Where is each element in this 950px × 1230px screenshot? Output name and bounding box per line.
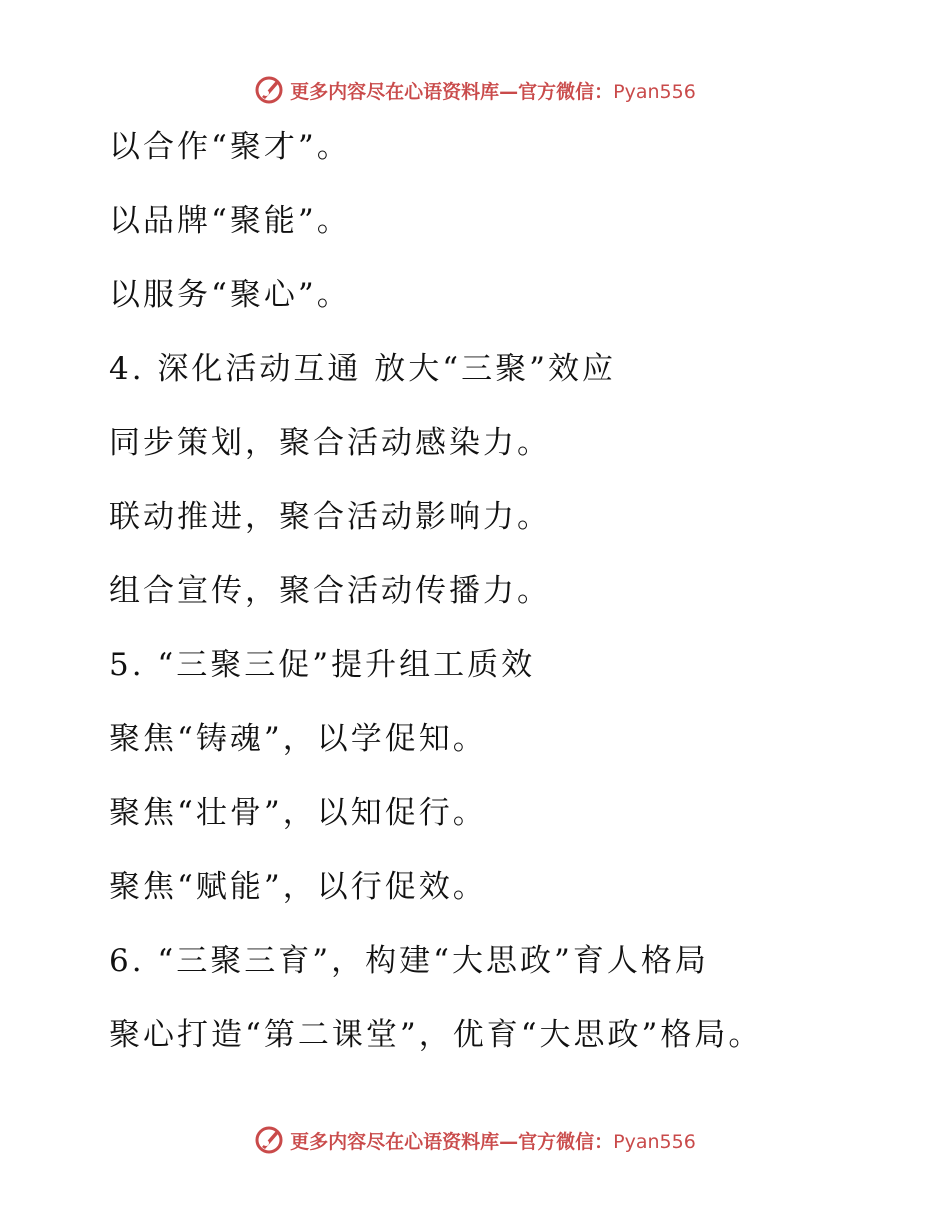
text-line: 以服务“聚心”。 xyxy=(109,277,351,313)
footer-banner-wechat: Pyan556 xyxy=(613,1130,696,1153)
text-line: 聚焦“赋能”，以行促效。 xyxy=(109,869,487,905)
text-line: 联动推进，聚合活动影响力。 xyxy=(109,499,551,535)
header-banner xyxy=(0,70,950,110)
text-line: 以合作“聚才”。 xyxy=(109,129,351,165)
header-banner-text xyxy=(290,77,696,104)
text-line: 聚心打造“第二课堂”，优育“大思政”格局。 xyxy=(109,1017,763,1053)
footer-banner-label: 更多内容尽在心语资料库—官方微信： xyxy=(290,1130,614,1153)
footer-banner-text xyxy=(290,1127,696,1154)
footer-banner xyxy=(0,1120,950,1160)
text-line: 组合宣传，聚合活动传播力。 xyxy=(109,573,551,609)
text-line: 同步策划，聚合活动感染力。 xyxy=(109,425,551,461)
section-heading: 5. “三聚三促”提升组工质效 xyxy=(109,647,536,683)
text-line: 聚焦“壮骨”，以知促行。 xyxy=(109,795,487,831)
section-heading: 4. 深化活动互通 放大“三聚”效应 xyxy=(109,351,616,387)
text-line: 以品牌“聚能”。 xyxy=(109,203,351,239)
quill-logo-icon xyxy=(254,1125,284,1155)
text-line: 聚焦“铸魂”，以学促知。 xyxy=(109,721,487,757)
header-banner-label: 更多内容尽在心语资料库—官方微信： xyxy=(290,80,614,103)
header-banner-wechat: Pyan556 xyxy=(613,80,696,103)
section-heading: 6. “三聚三育”，构建“大思政”育人格局 xyxy=(109,943,709,979)
document-body xyxy=(109,118,909,1080)
quill-logo-icon xyxy=(254,75,284,105)
